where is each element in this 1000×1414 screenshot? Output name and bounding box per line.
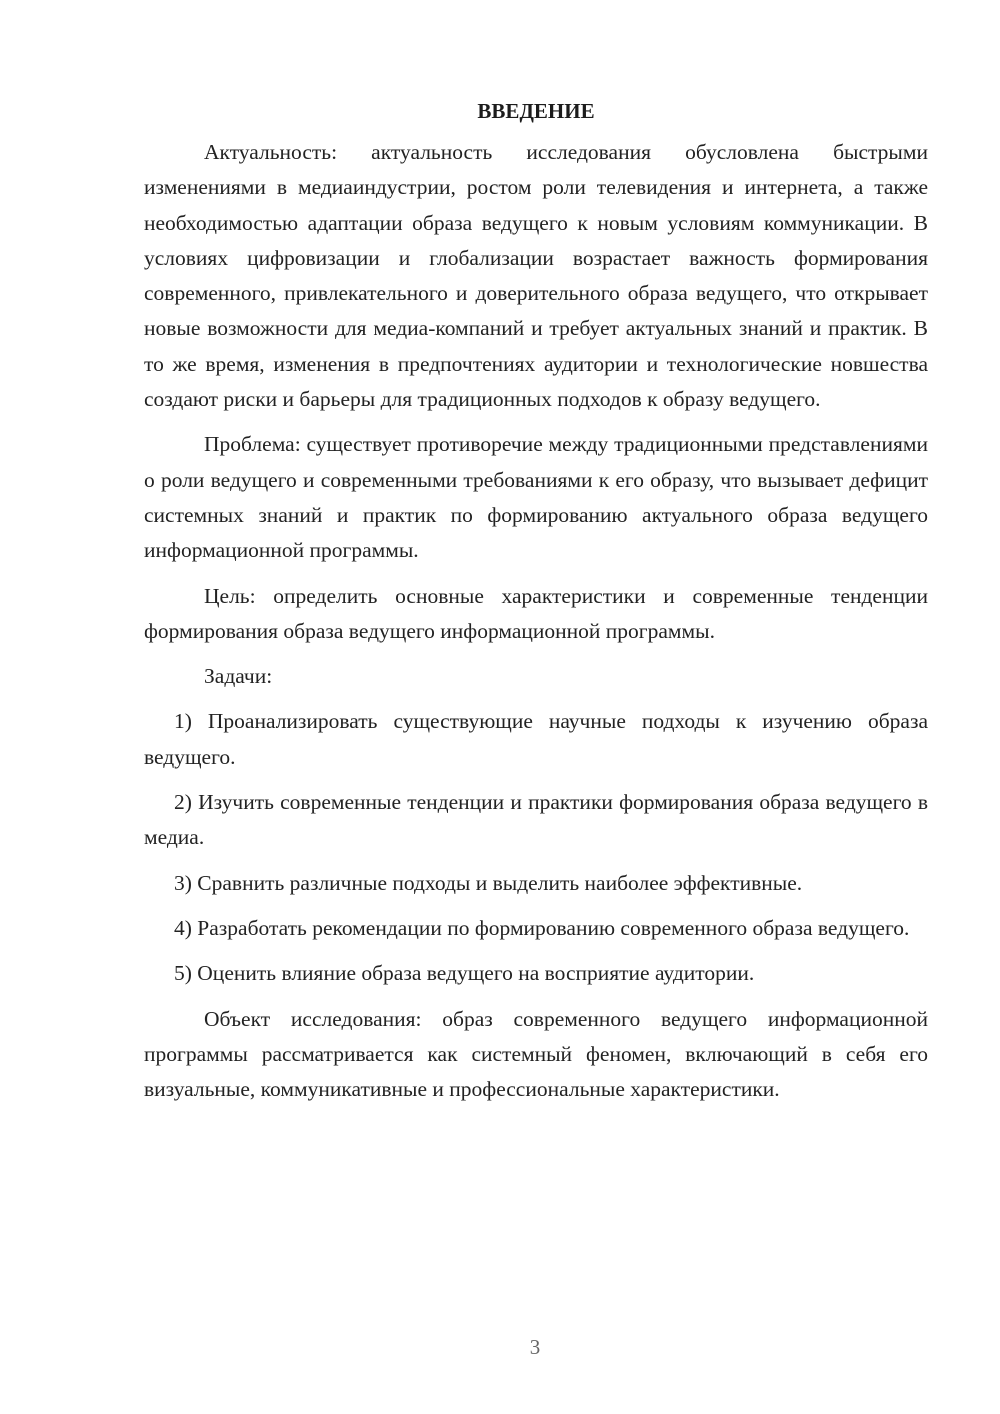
task-item-5: 5) Оценить влияние образа ведущего на восприятие аудитории. [174, 961, 755, 986]
paragraph-tasks-heading: Задачи: [204, 664, 273, 689]
page-content [144, 94, 928, 1117]
task-item-4: 4) Разработать рекомендации по формированию современного образа ведущего. [174, 915, 910, 940]
paragraph-problem: Проблема: существует противоречие между традиционными представлениями о роли ведущего и современными требованиями к его образу, что вызывает дефицит системных знаний и практик по формированию актуального образа ведущего информационной программы. [144, 432, 928, 563]
task-item-2: 2) Изучить современные тенденции и практики формирования образа ведущего в медиа. [144, 790, 928, 850]
paragraph-relevance: Актуальность: актуальность исследования обусловлена быстрыми изменениями в медиаиндустрии, ростом роли телевидения и интернета, а также необходимостью адаптации образа ведущего к новым условиям коммуникации. В условиях цифровизации и глобализации возрастает важность формирования современного, привлекательного и доверительного образа ведущего, что открывает новые возможности для медиа-компаний и требует актуальных знаний и практик. В то же время, изменения в предпочтениях аудитории и технологические новшества создают риски и барьеры для традиционных подходов к образу ведущего. [144, 140, 928, 412]
paragraph-goal: Цель: определить основные характеристики и современные тенденции формирования образа ведущего информационной программы. [144, 583, 928, 643]
page-number: 3 [529, 1335, 541, 1359]
task-item-3: 3) Сравнить различные подходы и выделить наиболее эффективные. [174, 870, 803, 895]
section-title: ВВЕДЕНИЕ [477, 99, 595, 123]
paragraph-object: Объект исследования: образ современного ведущего информационной программы рассматривается как системный феномен, включающий в себя его визуальные, коммуникативные и профессиональные характеристики. [144, 1006, 928, 1102]
task-item-1: 1) Проанализировать существующие научные подходы к изучению образа ведущего. [144, 709, 928, 769]
